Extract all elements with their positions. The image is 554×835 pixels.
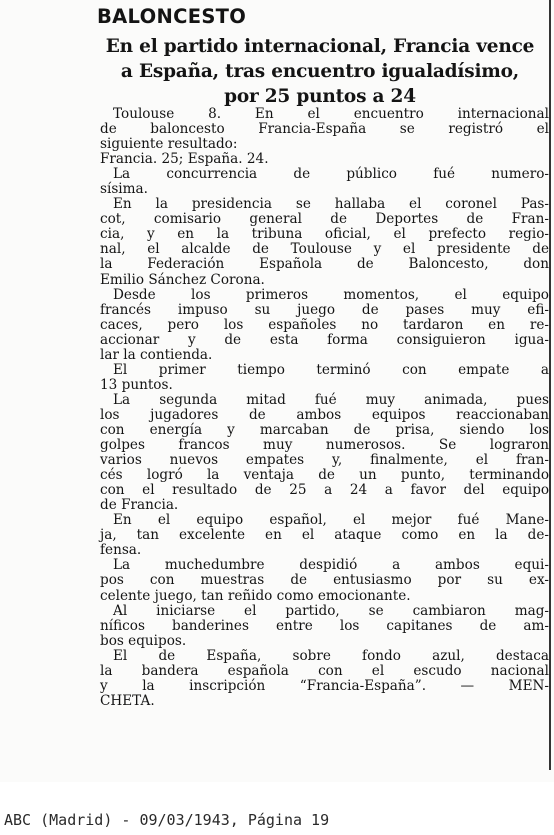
body-line: Emilio Sánchez Corona. [100,271,265,288]
body-line: cot, comisario general de Deportes de Fran- [100,211,549,228]
headline-line: En el partido internacional, Francia vence [105,36,535,57]
body-line: CHETA. [100,692,155,709]
body-line: La concurrencia de público fué numero- [113,166,549,183]
body-line: siguiente resultado: [100,136,238,153]
body-line: accionar y de esta forma consiguieron igua- [100,331,549,348]
body-line: En el equipo español, el mejor fué Mane- [113,512,549,529]
body-line: Al iniciarse el partido, se cambiaron mag- [113,602,549,619]
body-line: lar la contienda. [100,346,213,363]
section-heading: BALONCESTO [97,5,247,28]
body-line: de baloncesto Francia-España se registró el [100,121,549,138]
body-line: nal, el alcalde de Toulouse y el presidente de [100,241,549,258]
body-line: con energía y marcaban de prisa, siendo los [100,421,549,438]
body-line: caces, pero los españoles no tardaron en re- [100,316,549,333]
body-line: cés logró la ventaja de un punto, terminando [100,467,549,484]
body-line: de Francia. [100,497,179,514]
body-line: En la presidencia se hallaba el coronel Pas- [113,196,549,213]
body-line: celente juego, tan reñido como emocionante. [100,587,411,604]
body-line: níficos banderines entre los capitanes de am- [100,617,549,634]
body-line: cia, y en la tribuna oficial, el prefecto regio- [100,226,549,243]
headline [92,34,548,109]
source-caption: ABC (Madrid) - 09/03/1943, Página 19 [4,811,330,829]
body-line: sísima. [100,181,148,198]
body-line: Desde los primeros momentos, el equipo [113,286,549,303]
body-line: ja, tan excelente en el ataque como en la de- [100,527,549,544]
body-line: fensa. [100,542,142,559]
body-line: la Federación Española de Baloncesto, don [100,256,549,273]
body-line: la bandera española con el escudo nacional [100,662,549,679]
body-line: golpes francos muy numerosos. Se lograron [100,437,549,454]
body-line: Francia. 25; España. 24. [100,151,269,168]
body-line: El primer tiempo terminó con empate a [113,361,549,378]
article-body [100,106,549,709]
body-line: El de España, sobre fondo azul, destaca [113,647,549,664]
body-line: La segunda mitad fué muy animada, pues [113,391,549,408]
column-rule [549,0,551,770]
body-line: Toulouse 8. En el encuentro internacional [113,106,549,122]
body-line: con el resultado de 25 a 24 a favor del equipo [100,482,549,499]
body-line: 13 puntos. [100,376,173,393]
body-line: y la inscripción “Francia-España”. — MEN- [100,677,549,694]
body-line: bos equipos. [100,632,187,649]
headline-line: por 25 puntos a 24 [224,86,416,107]
body-line: La muchedumbre despidió a ambos equi- [113,557,549,574]
headline-line: a España, tras encuentro igualadísimo, [120,61,520,82]
body-line: los jugadores de ambos equipos reaccionaban [100,406,549,423]
body-line: varios nuevos empates y, finalmente, el fran- [100,452,549,469]
body-line: pos con muestras de entusiasmo por su ex- [100,572,549,589]
body-line: francés impuso su juego de pases muy efi- [100,301,549,318]
